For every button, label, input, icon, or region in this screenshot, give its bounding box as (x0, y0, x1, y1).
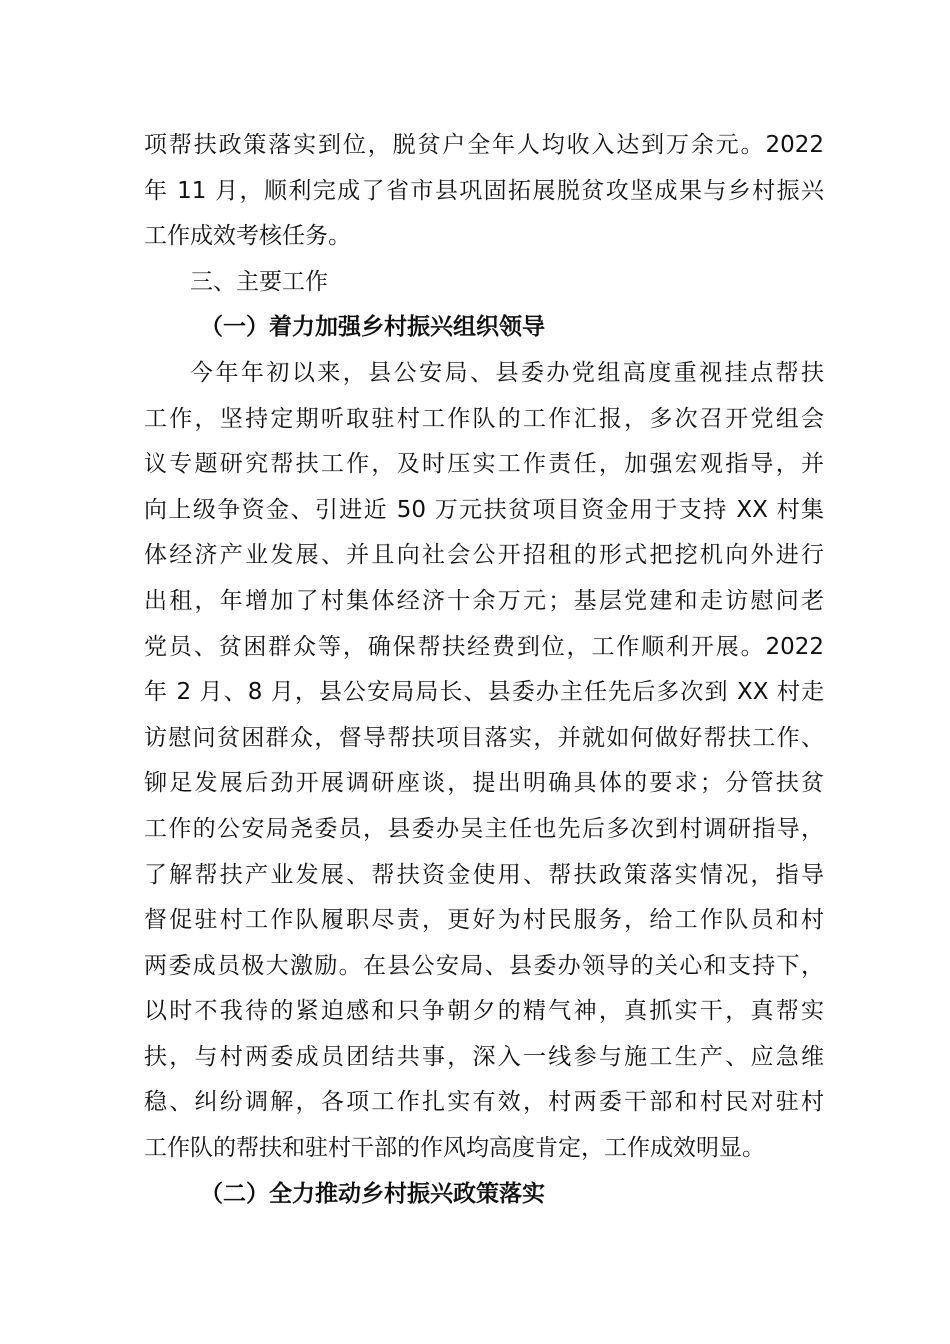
body-line: 以时不我待的紧迫感和只争朝夕的精气神，真抓实干，真帮实 (144, 998, 824, 1025)
body-line: 工作队的帮扶和驻村干部的作风均高度肯定，工作成效明显。 (144, 1135, 765, 1162)
body-line: 访慰问贫困群众，督导帮扶项目落实，并就如何做好帮扶工作、 (144, 724, 824, 751)
body-line: 今年年初以来，县公安局、县委办党组高度重视挂点帮扶 (190, 359, 824, 386)
body-line: 稳、纠纷调解，各项工作扎实有效，村两委干部和村民对驻村 (144, 1089, 824, 1116)
body-line: 议专题研究帮扶工作，及时压实工作责任，加强宏观指导，并 (144, 451, 824, 478)
body-line: 工作，坚持定期听取驻村工作队的工作汇报，多次召开党组会 (144, 405, 824, 432)
paragraph-line: 年 11 月，顺利完成了省市县巩固拓展脱贫攻坚成果与乡村振兴 (144, 177, 824, 204)
paragraph-line: 工作成效考核任务。 (144, 223, 351, 250)
section-title: 三、主要工作 (190, 268, 328, 295)
paragraph-line: 项帮扶政策落实到位，脱贫户全年人均收入达到万余元。2022 (144, 132, 824, 158)
body-line: 工作的公安局尧委员，县委办吴主任也先后多次到村调研指导， (144, 815, 824, 842)
document-body (144, 123, 824, 1217)
subsection-title-1: （一）着力加强乡村振兴组织领导 (200, 314, 545, 341)
body-line: 扶，与村两委成员团结共事，深入一线参与施工生产、应急维 (144, 1043, 824, 1070)
body-line: 铆足发展后劲开展调研座谈，提出明确具体的要求；分管扶贫 (144, 770, 824, 797)
body-line: 年 2 月、8 月，县公安局局长、县委办主任先后多次到 XX 村走 (144, 679, 824, 706)
body-line: 督促驻村工作队履职尽责，更好为村民服务，给工作队员和村 (144, 907, 824, 934)
body-line: 向上级争资金、引进近 50 万元扶贫项目资金用于支持 XX 村集 (144, 496, 824, 523)
body-line: 了解帮扶产业发展、帮扶资金使用、帮扶政策落实情况，指导 (144, 861, 824, 888)
body-line: 体经济产业发展、并且向社会公开招租的形式把挖机向外进行 (144, 542, 824, 569)
body-line: 党员、贫困群众等，确保帮扶经费到位，工作顺利开展。2022 (144, 633, 824, 660)
body-line: 出租，年增加了村集体经济十余万元；基层党建和走访慰问老 (144, 587, 824, 614)
subsection-title-2: （二）全力推动乡村振兴政策落实 (200, 1180, 545, 1207)
body-line: 两委成员极大激励。在县公安局、县委办领导的关心和支持下， (144, 952, 824, 979)
